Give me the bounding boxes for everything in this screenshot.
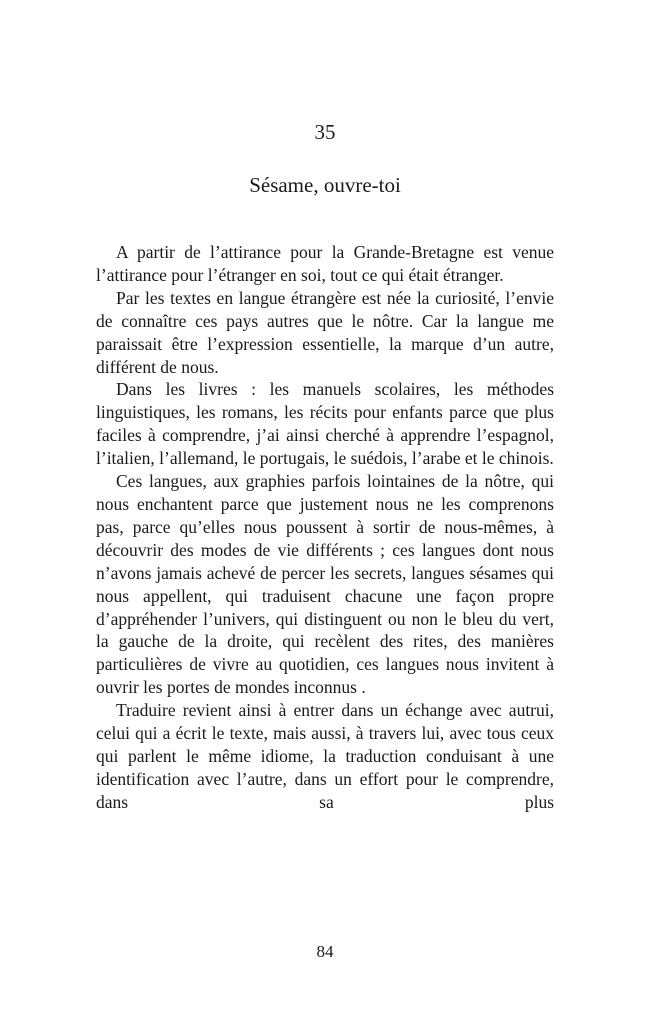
- chapter-title: Sésame, ouvre-toi: [249, 173, 401, 197]
- paragraph: Par les textes en langue étrangère est née la curiosité, l’envie de connaître ces pays autres que le nôtre. Car la langue me paraissait être l’expression essentielle, la marque d’un autre, différent de nous.: [96, 287, 554, 377]
- paragraph: A partir de l’attirance pour la Grande-Bretagne est venue l’attirance pour l’étranger en soi, tout ce qui était étranger.: [96, 242, 554, 285]
- paragraph: Traduire revient ainsi à entrer dans un échange avec autrui, celui qui a écrit le texte, mais aussi, à travers lui, avec tous ceux qui parlent le même idiome, la traduction conduisant à une identification avec l’autre, dans un effort pour le comprendre, dans sa plus: [96, 700, 554, 812]
- page-number: 84: [316, 942, 334, 961]
- body-text: [96, 241, 554, 814]
- paragraph: Ces langues, aux graphies parfois lointaines de la nôtre, qui nous enchantent parce que justement nous ne les comprenons pas, parce qu’elles nous poussent à sortir de nous-mêmes, à découvrir des modes de vie différents ; ces langues dont nous n’avons jamais achevé de percer les secrets, langues sésames qui nous appellent, qui traduisent chacune une façon propre d’appréhender l’univers, qui distinguent ou non le bleu du vert, la gauche de la droite, qui recèlent des rites, des manières particulières de vivre au quotidien, ces langues nous invitent à ouvrir les portes de mondes inconnus .: [96, 471, 554, 698]
- chapter-number: 35: [314, 120, 336, 144]
- paragraph: Dans les livres : les manuels scolaires, les méthodes linguistiques, les romans, les récits pour enfants parce que plus faciles à comprendre, j’ai ainsi cherché à apprendre l’espagnol, l’italien, l’allemand, le portugais, le suédois, l’arabe et le chinois.: [96, 379, 554, 469]
